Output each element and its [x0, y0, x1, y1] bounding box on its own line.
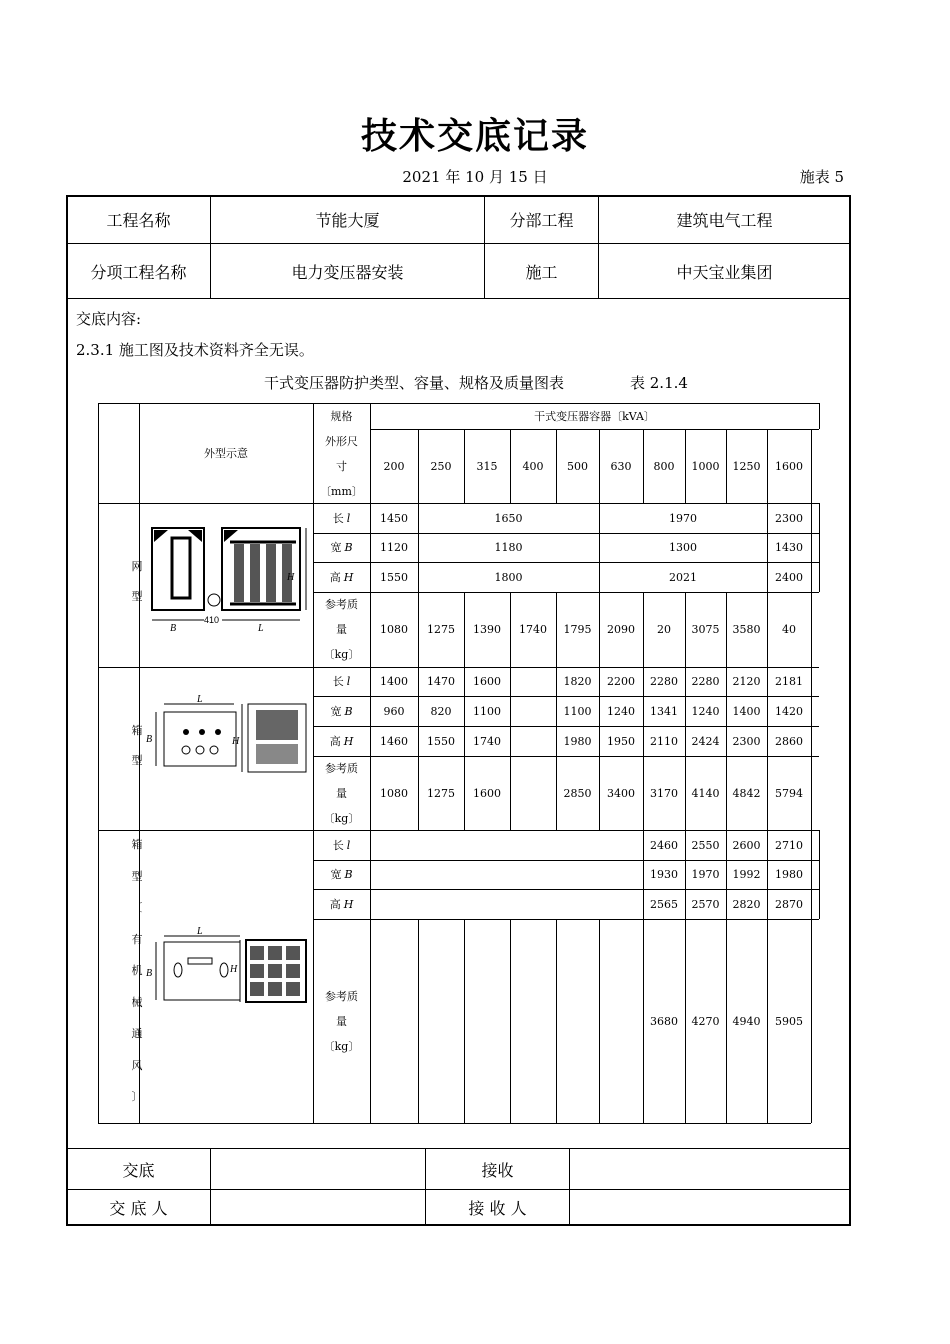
box-length-value: 2280: [691, 675, 720, 688]
mesh-width-value: 1120: [380, 541, 408, 554]
mesh-mass-value: 3580: [732, 623, 761, 636]
capacity-value: 400: [522, 459, 544, 473]
vent-box-type-drawing: [142, 924, 312, 1014]
box-width-label-text: 宽: [330, 704, 342, 718]
capacity-value: 315: [476, 459, 498, 473]
box-width-value: 1100: [563, 704, 592, 718]
svg-text:B: B: [170, 623, 177, 634]
box-mass-label: [313, 756, 370, 830]
box-length-value: 1470: [427, 675, 455, 688]
box-width-value: 1341: [650, 704, 678, 718]
svg-text:H: H: [232, 736, 240, 747]
vent-height-value: 2570: [691, 897, 720, 911]
mesh-width-label-symbol: B: [344, 541, 353, 554]
mesh-type-drawing: [142, 520, 312, 640]
box-mass-value: 3170: [650, 786, 678, 800]
vent-height-label-text: 高: [329, 897, 341, 911]
box-mass-value: 1275: [427, 786, 455, 800]
handover-signature-field[interactable]: [211, 1149, 425, 1189]
content-label: 交底内容:: [76, 310, 142, 328]
box-width-value: 1400: [732, 704, 761, 718]
box-width-value: [510, 696, 556, 726]
handover-person-field[interactable]: [211, 1190, 425, 1225]
mesh-length-value: 2300: [775, 511, 803, 525]
form-number: 施表 5: [799, 168, 844, 186]
cell-rule: [418, 919, 419, 1123]
vent-length-label-text: 长: [332, 838, 344, 852]
box-mass-label-line: 参考质: [325, 761, 358, 775]
vent-length-value: 2710: [775, 838, 803, 852]
mesh-height-label: [313, 562, 370, 592]
capacity-header: 干式变压器容器〔kVA〕: [534, 409, 655, 423]
mesh-mass-value: 20: [657, 623, 671, 636]
mesh-height-value: 2021: [669, 570, 697, 584]
table-right-rule: [819, 830, 820, 919]
box-length-value: 2181: [775, 675, 803, 688]
mesh-mass-value: 3075: [691, 623, 720, 636]
cell-rule: [464, 919, 465, 1123]
handover-person-label: 交 底 人: [109, 1199, 168, 1218]
construction-value: 中天宝业集团: [676, 262, 773, 282]
box-height-value: [510, 726, 556, 756]
mesh-mass-value: 40: [782, 623, 796, 636]
vent-length-label: [313, 830, 370, 860]
dimension-header-line: 寸: [336, 459, 347, 473]
capacity-value: 500: [567, 459, 588, 473]
dimension-header: [313, 429, 370, 503]
vent-width-value: 1992: [732, 868, 761, 881]
mesh-width-value: 1300: [669, 541, 697, 554]
mesh-mass-label: [313, 592, 370, 667]
vent-mass-value: 4270: [691, 1014, 720, 1028]
vent-box-type-label: 〔: [131, 901, 143, 914]
box-length-value: [510, 667, 556, 696]
mesh-length-label: [313, 503, 370, 533]
table-bottom-rule: [98, 1123, 811, 1124]
vent-width-value: 1930: [650, 868, 678, 881]
vent-box-type-label: 有: [131, 932, 143, 946]
mesh-height-value: 1550: [380, 570, 408, 584]
vent-height-value: 2820: [732, 897, 761, 911]
box-height-value: 2110: [650, 734, 678, 748]
spec-header: 规格: [330, 409, 353, 423]
mesh-mass-label-line: 参考质: [325, 598, 358, 611]
division-value: 建筑电气工程: [676, 211, 773, 230]
mesh-mass-value: 2090: [607, 623, 635, 636]
box-mass-value: 4842: [732, 786, 761, 800]
cell-rule: [510, 919, 511, 1123]
box-height-label-text: 高: [329, 734, 341, 748]
vent-height-label-symbol: H: [343, 897, 354, 911]
capacity-value: 800: [653, 459, 675, 473]
vent-mass-value: 4940: [732, 1014, 761, 1028]
receive-signature-field[interactable]: [570, 1149, 850, 1189]
box-height-value: 2300: [732, 734, 761, 748]
box-mass-label-line: 〔kg〕: [323, 811, 360, 825]
box-height-value: 1460: [380, 734, 408, 748]
mesh-length-value: 1970: [669, 511, 697, 525]
table-right-rule: [819, 403, 820, 429]
vent-mass-value: 3680: [650, 1014, 678, 1028]
box-mass-value: 2850: [563, 786, 592, 800]
box-height-value: 2424: [691, 734, 720, 748]
receive-person-label: 接 收 人: [468, 1199, 527, 1218]
vent-mass-label: [313, 919, 370, 1123]
box-type-label: 箱: [131, 724, 143, 737]
box-length-label-symbol: l: [346, 675, 351, 688]
mesh-type-label: 网: [131, 560, 143, 573]
mesh-width-value: 1430: [775, 541, 803, 554]
box-width-label: [313, 696, 370, 726]
svg-text:H: H: [230, 964, 238, 975]
box-mass-value: 5794: [775, 786, 803, 800]
box-height-value: 1740: [473, 734, 501, 748]
svg-text:B: B: [146, 968, 153, 979]
svg-text:B: B: [146, 734, 153, 745]
project-name-label: 工程名称: [106, 211, 171, 230]
box-length-value: 1400: [380, 675, 408, 688]
page-title: 技术交底记录: [360, 116, 589, 157]
capacity-value: 1250: [732, 459, 761, 473]
capacity-value: 630: [610, 459, 632, 473]
clause-text: 2.3.1 施工图及技术资料齐全无误。: [76, 341, 314, 359]
box-width-value: 1100: [473, 704, 501, 718]
vent-box-type-label: 箱: [131, 838, 143, 851]
svg-text:L: L: [197, 926, 203, 937]
vent-height-value: 2565: [650, 897, 678, 911]
mesh-mass-value: 1080: [380, 623, 408, 636]
subitem-label: 分项工程名称: [90, 262, 187, 282]
vent-mass-value: 5905: [775, 1014, 803, 1028]
box-length-value: 2280: [650, 675, 678, 688]
cell-rule: [556, 919, 557, 1123]
vent-height-label: [313, 889, 370, 919]
mesh-type-label: 型: [131, 590, 143, 603]
table-number: 表 2.1.4: [630, 374, 688, 392]
mesh-length-label-text: 长: [332, 511, 344, 525]
box-width-value: 820: [430, 704, 452, 718]
mesh-width-label-text: 宽: [330, 541, 342, 554]
vent-length-label-symbol: l: [346, 838, 351, 852]
box-mass-value: 4140: [691, 786, 720, 800]
vent-width-value: 1970: [691, 868, 720, 881]
vent-box-type-label: 械: [131, 995, 143, 1009]
box-mass-value: 3400: [607, 786, 635, 800]
box-length-label-text: 长: [332, 675, 344, 688]
svg-text:L: L: [258, 623, 264, 634]
vent-width-label-symbol: B: [344, 868, 353, 881]
mesh-mass-value: 1275: [427, 623, 455, 636]
mesh-height-label-text: 高: [329, 570, 341, 584]
record-date: 2021 年 10 月 15 日: [402, 168, 548, 186]
box-height-value: 2860: [775, 734, 803, 748]
vent-width-value: 1980: [775, 868, 803, 881]
project-name-value: 节能大厦: [315, 211, 380, 230]
vent-length-value: 2550: [691, 838, 720, 852]
mesh-length-value: 1650: [494, 511, 523, 525]
vent-mass-label-line: 〔kg〕: [323, 1039, 360, 1053]
mesh-width-label: [313, 533, 370, 562]
vent-box-type-label: 通: [131, 1027, 143, 1040]
vent-length-value: 2600: [732, 838, 761, 852]
mesh-mass-label-line: 量: [336, 623, 347, 636]
mesh-height-value: 1800: [494, 570, 523, 584]
vent-box-type-label: 〕: [131, 1090, 143, 1103]
box-width-value: 960: [383, 704, 405, 718]
vent-box-type-label: 型: [131, 869, 143, 883]
outline-header: 外型示意: [204, 446, 248, 460]
vent-height-value: 2870: [775, 897, 803, 911]
mesh-mass-value: 1795: [563, 623, 592, 636]
division-label: 分部工程: [509, 211, 574, 230]
dimension-header-line: 〔mm〕: [320, 484, 363, 498]
box-width-value: 1240: [691, 704, 720, 718]
vent-width-label-text: 宽: [330, 868, 342, 881]
mesh-length-label-symbol: l: [346, 511, 351, 525]
box-length-value: 1600: [473, 675, 501, 688]
box-mass-value: 1080: [380, 786, 408, 800]
box-length-value: 1820: [563, 675, 592, 688]
dimension-header-line: 外形尺: [325, 434, 358, 448]
mesh-mass-label-line: 〔kg〕: [323, 648, 360, 661]
receive-label: 接收: [481, 1160, 514, 1180]
vent-box-type-label: 机: [131, 964, 143, 977]
box-mass-value: 1600: [473, 786, 501, 800]
box-height-label: [313, 726, 370, 756]
cell-rule: [599, 919, 600, 1123]
box-type-label: 型: [131, 754, 143, 767]
subitem-value: 电力变压器安装: [291, 262, 404, 282]
vent-mass-label-line: 量: [336, 1014, 347, 1028]
box-length-label: [313, 667, 370, 696]
table-right-rule: [819, 503, 820, 592]
box-mass-label-line: 量: [336, 786, 347, 800]
vent-box-type-label: 风: [131, 1058, 143, 1072]
svg-text:H: H: [287, 572, 295, 583]
vent-mass-label-line: 参考质: [325, 989, 358, 1003]
capacity-value: 250: [430, 459, 452, 473]
capacity-value: 200: [383, 459, 405, 473]
vent-length-value: 2460: [650, 838, 678, 852]
table-left-rule: [98, 403, 99, 1123]
capacity-value: 1600: [775, 459, 803, 473]
mesh-mass-value: 1390: [473, 623, 501, 636]
box-width-value: 1420: [775, 704, 803, 718]
box-height-label-symbol: H: [343, 734, 354, 748]
box-height-value: 1980: [563, 734, 592, 748]
box-type-drawing: [142, 692, 312, 782]
mesh-mass-value: 1740: [519, 623, 547, 636]
svg-text:L: L: [197, 694, 203, 705]
capacity-value: 1000: [691, 459, 720, 473]
receive-person-field[interactable]: [570, 1190, 850, 1225]
box-length-value: 2120: [732, 675, 761, 688]
box-height-value: 1950: [607, 734, 635, 748]
box-mass-value: [510, 756, 556, 830]
vent-width-label: [313, 860, 370, 889]
box-width-value: 1240: [607, 704, 635, 718]
box-height-value: 1550: [427, 734, 455, 748]
box-length-value: 2200: [607, 675, 635, 688]
table-caption: 干式变压器防护类型、容量、规格及质量图表: [264, 374, 565, 392]
construction-label: 施工: [525, 262, 558, 282]
mesh-length-value: 1450: [380, 511, 408, 525]
handover-label: 交底: [122, 1160, 155, 1180]
mesh-height-value: 2400: [775, 570, 803, 584]
box-width-label-symbol: B: [344, 704, 353, 718]
mesh-height-label-symbol: H: [343, 570, 354, 584]
svg-text:410: 410: [204, 615, 220, 625]
mesh-width-value: 1180: [494, 541, 523, 554]
